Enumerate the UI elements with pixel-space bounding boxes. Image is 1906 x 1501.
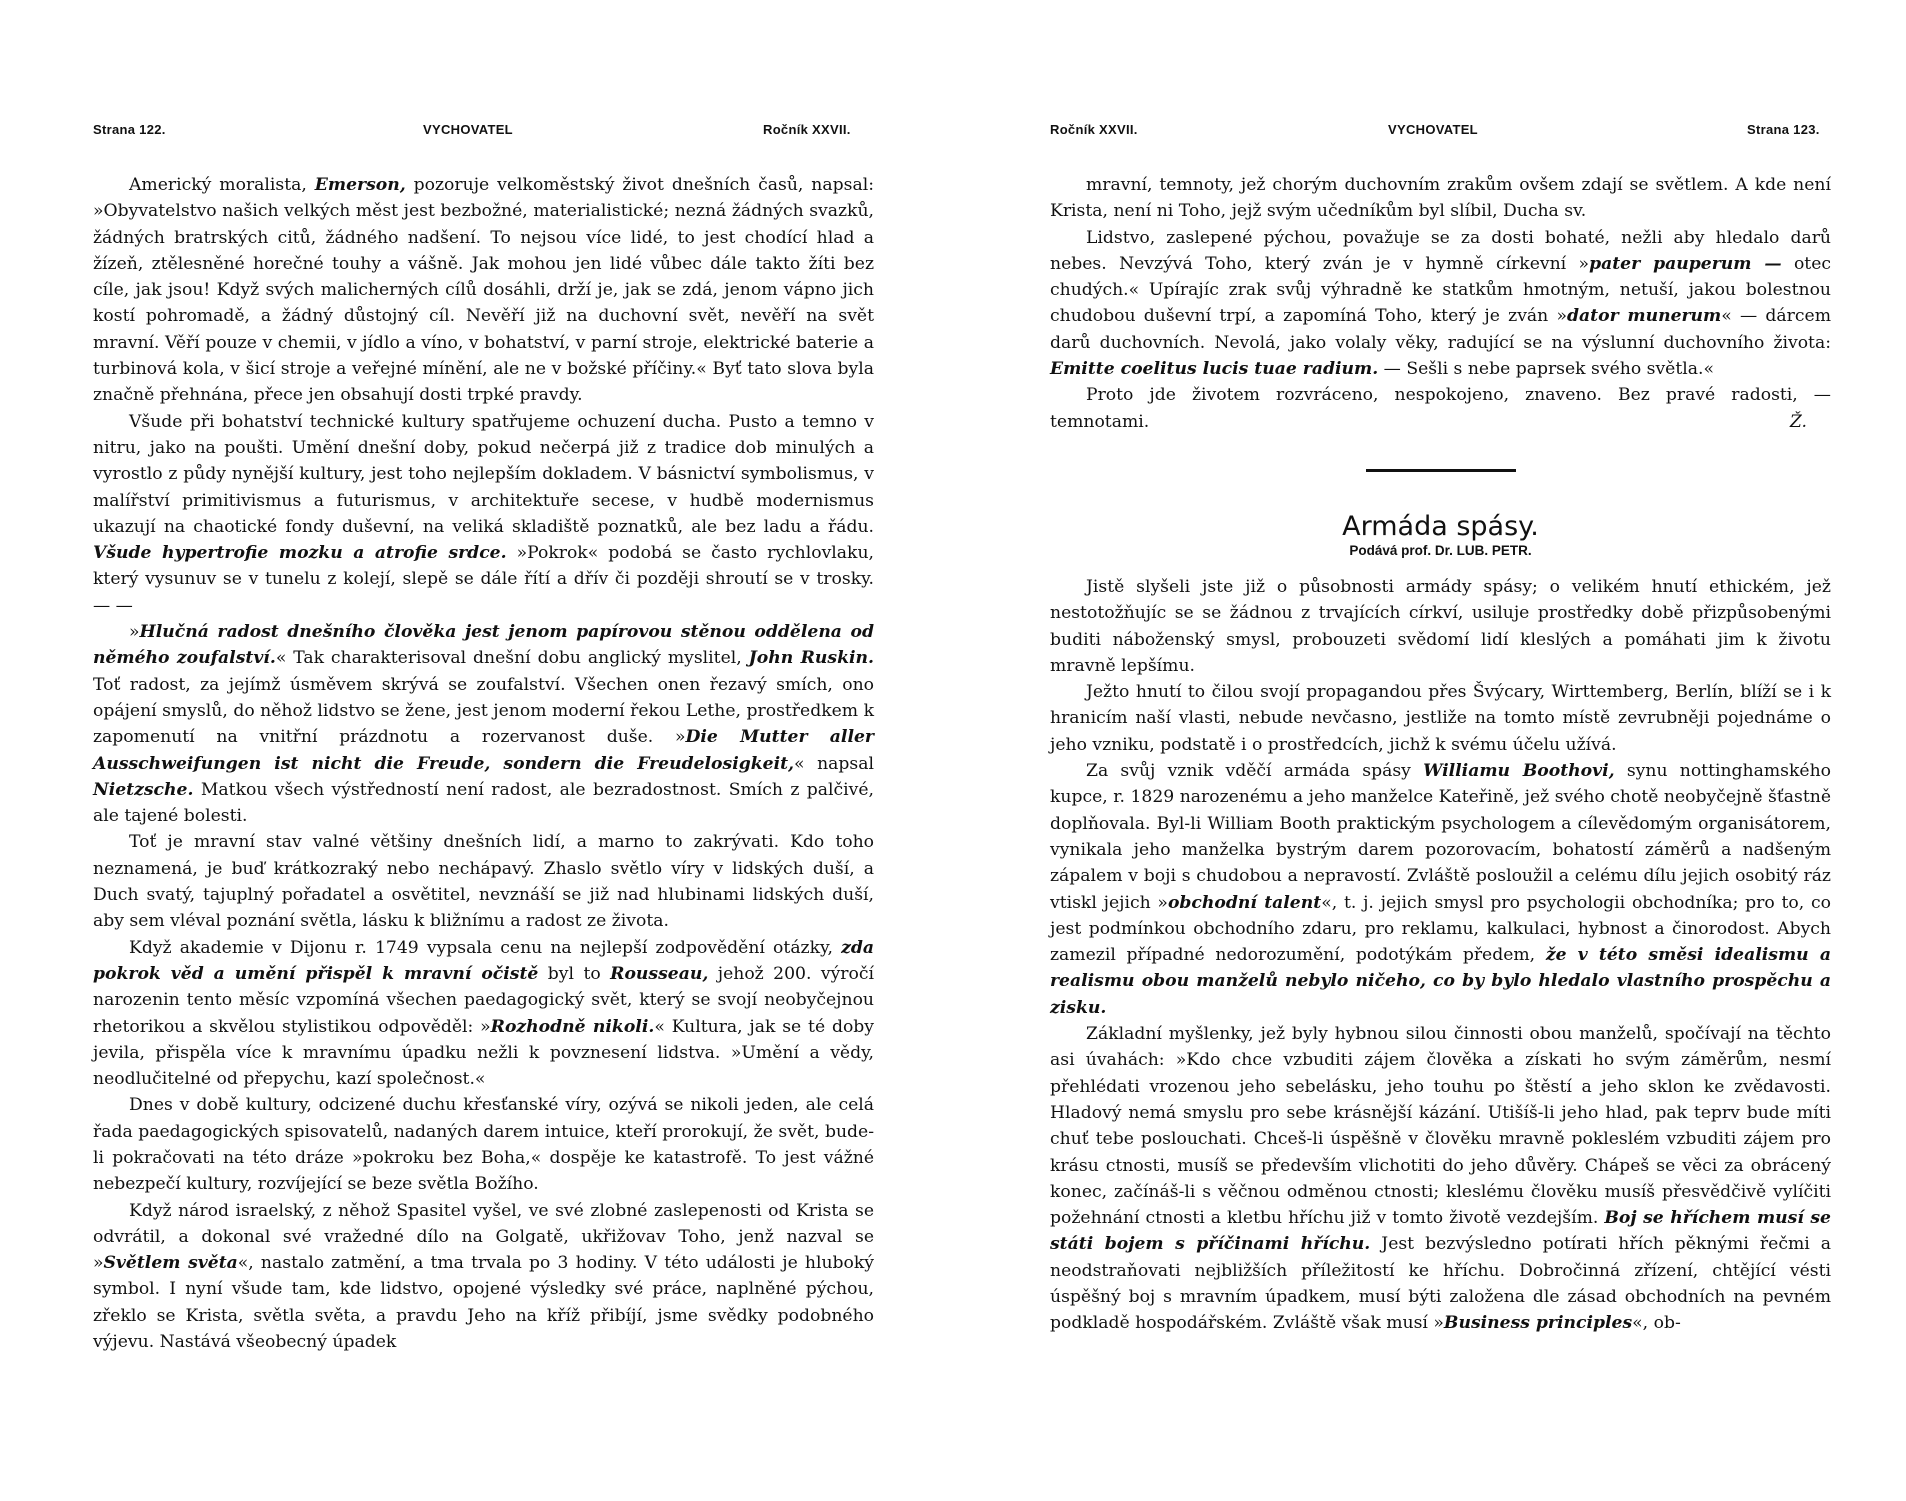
paragraph — [1050, 758, 1831, 1021]
section-divider — [1366, 469, 1516, 472]
text-run: « Tak charakterisoval dnešní dobu anglický myslitel, — [275, 648, 749, 669]
emphasized-text: Všude hypertrofie mozku a atrofie srdce. — [93, 543, 507, 564]
emphasized-text: Hlučná radost dnešního člověka jest jenom papírovou stěnou oddělena od němého zoufalství. — [93, 622, 874, 669]
paragraph — [1050, 679, 1831, 758]
text-run: Základní myšlenky, jež byly hybnou silou činnosti obou manželů, spočívají na těchto asi úvahách: »Kdo chce vzbuditi zájem člověka a získati ho svým záměrům, nesmí přehlédati vrozenou jeho sebelásku, jeho touhu po štěstí a jeho sklon ke zvědavosti. Hladový nemá smyslu pro sebe krásnější kázání. Utišíš-li jeho hlad, pak teprv bude míti chuť tebe poslouchati. Chceš-li úspěšně v člověku mravně pokleslém vzbuditi zájem pro krásu ctnosti, musíš se především vlichotiti do jeho důvěry. Chápeš se věci za obrácený konec, začínáš-li s věčnou odměnou ctnosti; kleslému člověku musíš přesvědčivě vylíčiti požehnání ctnosti a kletbu hříchu již v tomto životě vezdejším. — [1050, 1024, 1831, 1229]
text-run: « Kultura, jak se té doby jevila, přispěla více k mravnímu úpadku nežli k povznesení lidstva. »Umění a vědy, neodlučitelné od přepychu, kazí společnost.« — [93, 1016, 875, 1090]
text-run: «, nastalo zatmění, a tma trvala po 3 hodiny. V této události je hluboký symbol. I nyní všude tam, kde lidstvo, opojené výsledky své práce, naplněné pýchou, zřeklo se Krista, světla světa, a pravdu Jeho na kříž přibíjí, jsme svědky podobného výjevu. Nastává všeobecný úpadek — [93, 1253, 874, 1353]
previous-article-ending — [1050, 172, 1831, 435]
emphasized-text: Business principles — [1443, 1313, 1633, 1334]
paragraph — [93, 1092, 874, 1197]
article-byline: Podává prof. Dr. LUB. PETR. — [1349, 542, 1532, 558]
volume-label: Ročník XXVII. — [1050, 122, 1138, 137]
running-title: VYCHOVATEL — [423, 122, 513, 137]
emphasized-text: dator munerum — [1567, 306, 1722, 327]
right-body-text — [1050, 172, 1831, 1337]
article-body — [1050, 574, 1831, 1337]
text-run: otec chudých.« Upírajíc zrak svůj výhradně ke statkům hmotným, netuší, jakou bolestnou chudobou duševní trpí, a zapomíná Toho, který je zván » — [1050, 253, 1832, 327]
text-run: «, ob- — [1632, 1313, 1681, 1334]
text-run: « napsal — [794, 753, 874, 774]
text-run: Jistě slyšeli jste již o působnosti armády spásy; o velikém hnutí ethickém, jež nestotožňujíc se se žádnou z trvajících církví, usiluje prostředky době přizpůsobenými buditi náboženský smysl, probouzeti svědomí lidí kleslých a pomáhati jim k životu mravně lepšímu. — [1050, 576, 1831, 676]
paragraph — [1050, 225, 1831, 383]
left-body-text — [93, 172, 874, 1355]
paragraph — [93, 619, 874, 829]
paragraph — [93, 1198, 874, 1356]
text-run: Ježto hnutí to čilou svojí propagandou přes Švýcary, Wirttemberg, Berlín, blíží se i k hranicím naší vlasti, nebude nevčasno, jestliže na tomto místě zevrubněji pojednáme o jeho vzniku, podstatě i o prostředcích, jichž k svému účelu užívá. — [1050, 682, 1831, 755]
text-run: Za svůj vznik vděčí armáda spásy — [1086, 761, 1424, 782]
emphasized-text: Nietzsche. — [93, 779, 194, 800]
text-run: Když akademie v Dijonu r. 1749 vypsala cenu na nejlepší zodpovědění otázky, — [129, 937, 842, 958]
text-run: Když národ israelský, z něhož Spasitel vyšel, ve své zlobné zaslepenosti od Krista se odvrátil, a dokonal své vražedné dílo na Golgatě, ukřižovav Toho, jenž nazval se » — [93, 1200, 874, 1274]
text-run: byl to — [538, 963, 611, 984]
text-run: synu nottinghamského kupce, r. 1829 narozenému a jeho manželce Kateřině, jež svého chotě neobyčejně šťastně doplňovala. Byl-li William Booth praktickým psychologem a cílevědomým organisátorem, vynikala jeho manželka bystrým darem pozorovacím, bohatostí záměrů a nadšeným zápalem v boji s chudobou a nepravostí. Zvláště posloužil a celému dílu jejich osobitý ráz vtiskl jejich » — [1050, 761, 1831, 913]
emphasized-text: Boj se hříchem musí se státi bojem s příčinami hříchu. — [1050, 1208, 1831, 1255]
emphasized-text: Rousseau, — [610, 963, 709, 984]
paragraph — [93, 409, 874, 619]
article-title: Armáda spásy. — [1342, 510, 1539, 542]
text-run: »Pokrok« podobá se často rychlovlaku, který vysunuv se v tunelu z kolejí, slepě se dále řítí a dřív či později shroutí se v trosky. — — — [93, 543, 874, 616]
author-signature: Ž. — [1789, 411, 1807, 432]
text-run: Dnes v době kultury, odcizené duchu křesťanské víry, ozývá se nikoli jeden, ale celá řada paedagogických spisovatelů, nadaných darem intuice, kteří prorokují, že svět, bude-li pokračovati na této dráze »pokroku bez Boha,« dospěje ke katastrofě. To jest vážné nebezpečí kultury, rozvíjející se beze světla Božího. — [93, 1095, 874, 1195]
volume-label: Ročník XXVII. — [763, 122, 851, 137]
emphasized-text: obchodní talent — [1167, 892, 1322, 913]
page-number: Strana 123. — [1747, 122, 1820, 137]
text-run: Matkou všech výstředností není radost, ale bezradostnost. Smích z palčivé, ale tajené bolesti. — [93, 779, 874, 827]
text-run: «, t. j. jejich smysl pro psychologii obchodníka; pro to, co jest podmínkou obchodního zdaru, pro reklamu, kalkulaci, hybnost a činorodost. Abych zamezil případné nedorozumění, podotýkám předem, — [1050, 892, 1831, 966]
text-run: Toť radost, za jejímž úsměvem skrývá se zoufalství. Všechen onen řezavý smích, ono opájení smyslů, do něhož lidstvo se žene, jest jenom moderní řekou Lethe, prostředkem k zapomenutí na vnitřní prázdnotu a rozervanost duše. » — [93, 674, 874, 748]
text-run: Toť je mravní stav valné většiny dnešních lidí, a marno to zakrývati. Kdo toho neznamená, je buď krátkozraký nebo nechápavý. Zhaslo světlo víry v lidských duší, a Duch svatý, tajuplný pořadatel a osvětitel, nevznáší se již nad hlubinami lidských duší, aby sem vléval poznání světla, lásku k bližnímu a radost ze života. — [93, 832, 874, 932]
emphasized-text: Emitte coelitus lucis tuae radium. — [1050, 359, 1379, 380]
paragraph — [1050, 172, 1831, 225]
emphasized-text: že v této směsi idealismu a realismu obou manželů nebylo ničeho, co by bylo hledalo vlastního prospěchu a zisku. — [1050, 945, 1831, 1018]
paragraph — [1050, 574, 1831, 679]
text-run: Proto jde životem rozvráceno, nespokojeno, znaveno. Bez pravé radosti, — temnotami. — [1050, 385, 1831, 432]
paragraph — [1050, 1021, 1831, 1337]
text-run: pozoruje velkoměstský život dnešních časů, napsal: »Obyvatelstvo našich velkých měst jest bezbožné, materialistické; nezná žádných svazků, žádných bratrských citů, žádného nadšení. To nejsou více lidé, to jest chodící hlad a žízeň, ztělesněné horečné touhy a vášně. Jak mohou jen lidé vůbec dále takto žíti bez cíle, jak jsou! Když svých malicherných cílů dosáhli, drží je, jak se zdá, jenom vápno jich kostí pohromadě, a žádný důstojný cíl. Nevěří již na duchovní svět, nevěří na svět mravní. Věří pouze v chemii, v jídlo a víno, v bohatství, v parní stroje, elektrické baterie a turbinová kola, v šicí stroje a veřejné mínění, ale ne v božské příčiny.« Byť tato slova byla značně přehnána, přece jen obsahují dosti trpké pravdy. — [93, 175, 874, 406]
emphasized-text: pater pauperum — — [1589, 253, 1782, 274]
emphasized-text: Die Mutter aller Ausschweifungen ist nicht die Freude, sondern die Freudelosigkeit, — [93, 727, 874, 774]
paragraph — [93, 935, 874, 1093]
text-run: Jest bezvýsledno potírati hřích pěknými řečmi a neodstraňovati nejbližších příležitostí ke hříchu. Dobročinná zřízení, chtějící vésti úspěšný boj s mravním úpadkem, musí býti založena dle zásad obchodních na pevném podkladě hospodářském. Zvláště však musí » — [1050, 1234, 1831, 1334]
text-run: jehož 200. výročí narozenin tento měsíc vzpomíná všechen paedagogický svět, který se svojí neobyčejnou rhetorikou a skvělou stylistikou odpověděl: » — [93, 963, 874, 1037]
emphasized-text: zda pokrok věd a umění přispěl k mravní očistě — [93, 937, 874, 984]
paragraph — [93, 172, 874, 409]
emphasized-text: Emerson, — [314, 175, 406, 195]
text-run: Všude při bohatství technické kultury spatřujeme ochuzení ducha. Pusto a temno v nitru, jako na poušti. Umění dnešní doby, pokud nečerpá již z tradice dob minulých a vyrostlo z půdy nynější kultury, jest toho nejlepším dokladem. V básnictví symbolismus, v malířství primitivismus a futurismus, v architektuře secese, v hudbě modernismus ukazují na chaotické fondy duševní, na veliká skladiště poznatků, ale bez ladu a řádu. — [93, 411, 874, 537]
emphasized-text: Světlem světa — [103, 1253, 238, 1274]
page-number: Strana 122. — [93, 122, 166, 137]
paragraph — [93, 829, 874, 934]
emphasized-text: Rozhodně nikoli. — [490, 1016, 655, 1037]
text-run: Americký moralista, — [129, 175, 315, 195]
emphasized-text: Williamu Boothovi, — [1423, 761, 1615, 782]
text-run: « — dárcem darů duchovních. Nevolá, jako volaly věky, radující se na výslunní duchovního života: — [1050, 306, 1831, 353]
running-title: VYCHOVATEL — [1388, 122, 1478, 137]
emphasized-text: John Ruskin. — [748, 648, 874, 669]
text-run: — Sešli s nebe paprsek svého světla.« — [1378, 359, 1714, 380]
text-run: Lidstvo, zaslepené pýchou, považuje se za dosti bohaté, nežli aby hledalo darů nebes. Nevzývá Toho, který zván je v hymně církevní » — [1050, 227, 1831, 274]
text-run: » — [129, 622, 140, 643]
text-run: mravní, temnoty, jež chorým duchovním zrakům ovšem zdají se světlem. A kde není Krista, není ni Toho, jejž svým učedníkům byl slíbil, Ducha sv. — [1050, 175, 1831, 222]
